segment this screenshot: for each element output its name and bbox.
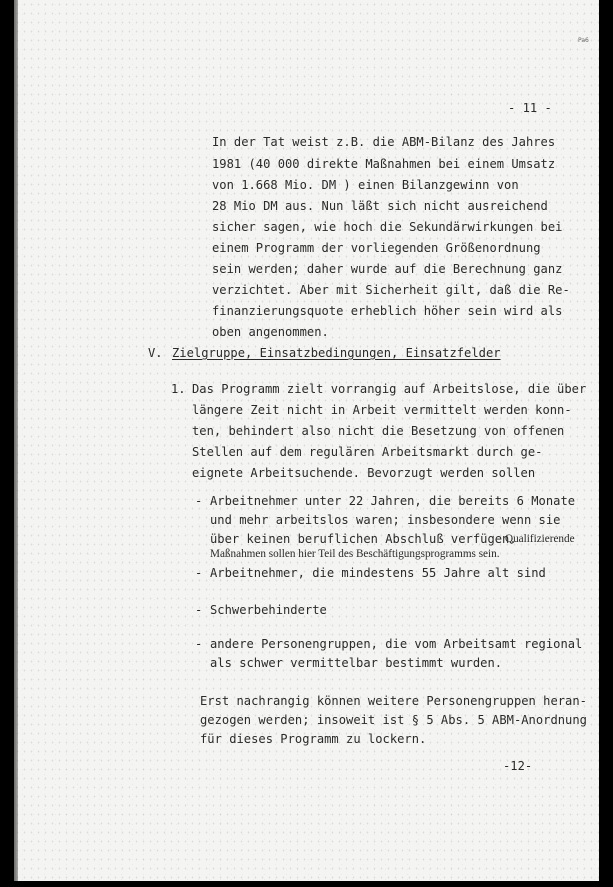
bullet-line: Arbeitnehmer, die mindestens 55 Jahre alt sind: [210, 566, 546, 580]
bullet-dash: -: [195, 637, 203, 651]
document-page: [14, 0, 599, 881]
next-page-marker: -12-: [503, 759, 533, 773]
intro-line: 1981 (40 000 direkte Maßnahmen bei einem Umsatz: [212, 157, 556, 171]
corner-mark: Pa6: [578, 37, 589, 44]
bullet-line: über keinen beruflichen Abschluß verfügen.: [210, 532, 517, 546]
bullet-line: als schwer vermittelbar bestimmt wurden.: [210, 656, 503, 670]
bullet-dash: -: [195, 603, 203, 617]
closing-line: Erst nachrangig können weitere Personengruppen heran-: [200, 694, 587, 708]
closing-line: gezogen werden; insoweit ist § 5 Abs. 5 ABM-Anordnung: [200, 713, 587, 727]
intro-line: finanzierungsquote erheblich höher sein wird als: [212, 304, 563, 318]
item-number: 1.: [171, 382, 186, 396]
page-edge-shadow: [14, 0, 18, 881]
item-line: Das Programm zielt vorrangig auf Arbeitslose, die über: [192, 382, 587, 396]
closing-line: für dieses Programm zu lockern.: [200, 732, 427, 746]
item-line: Stellen auf dem regulären Arbeitsmarkt durch ge-: [192, 445, 543, 459]
bullet-dash: -: [195, 494, 203, 508]
item-line: ten, behindert also nicht die Besetzung von offenen: [192, 424, 565, 438]
page-number: - 11 -: [508, 101, 552, 115]
intro-line: sicher sagen, wie hoch die Sekundärwirkungen bei: [212, 220, 563, 234]
intro-line: von 1.668 Mio. DM ) einen Bilanzgewinn von: [212, 178, 519, 192]
item-line: eignete Arbeitsuchende. Bevorzugt werden sollen: [192, 466, 536, 480]
intro-line: sein werden; daher wurde auf die Berechnung ganz: [212, 262, 563, 276]
intro-line: In der Tat weist z.B. die ABM-Bilanz des Jahres: [212, 135, 556, 149]
intro-line: 28 Mio DM aus. Nun läßt sich nicht ausreichend: [212, 199, 548, 213]
inserted-text: Qualifizierende: [505, 533, 575, 545]
bullet-line: andere Personengruppen, die vom Arbeitsamt regional: [210, 637, 583, 651]
bullet-dash: -: [195, 566, 203, 580]
item-line: längere Zeit nicht in Arbeit vermittelt werden konn-: [192, 403, 572, 417]
section-number: V.: [148, 346, 163, 360]
inserted-text: Maßnahmen sollen hier Teil des Beschäftigungsprogramms sein.: [210, 548, 500, 560]
intro-line: oben angenommen.: [212, 325, 329, 339]
bullet-line: Schwerbehinderte: [210, 603, 327, 617]
section-title: Zielgruppe, Einsatzbedingungen, Einsatzfelder: [172, 346, 501, 360]
intro-line: einem Programm der vorliegenden Größenordnung: [212, 241, 541, 255]
bullet-line: Arbeitnehmer unter 22 Jahren, die bereits 6 Monate: [210, 494, 576, 508]
bullet-line: und mehr arbeitslos waren; insbesondere wenn sie: [210, 513, 561, 527]
intro-line: verzichtet. Aber mit Sicherheit gilt, daß die Re-: [212, 283, 570, 297]
